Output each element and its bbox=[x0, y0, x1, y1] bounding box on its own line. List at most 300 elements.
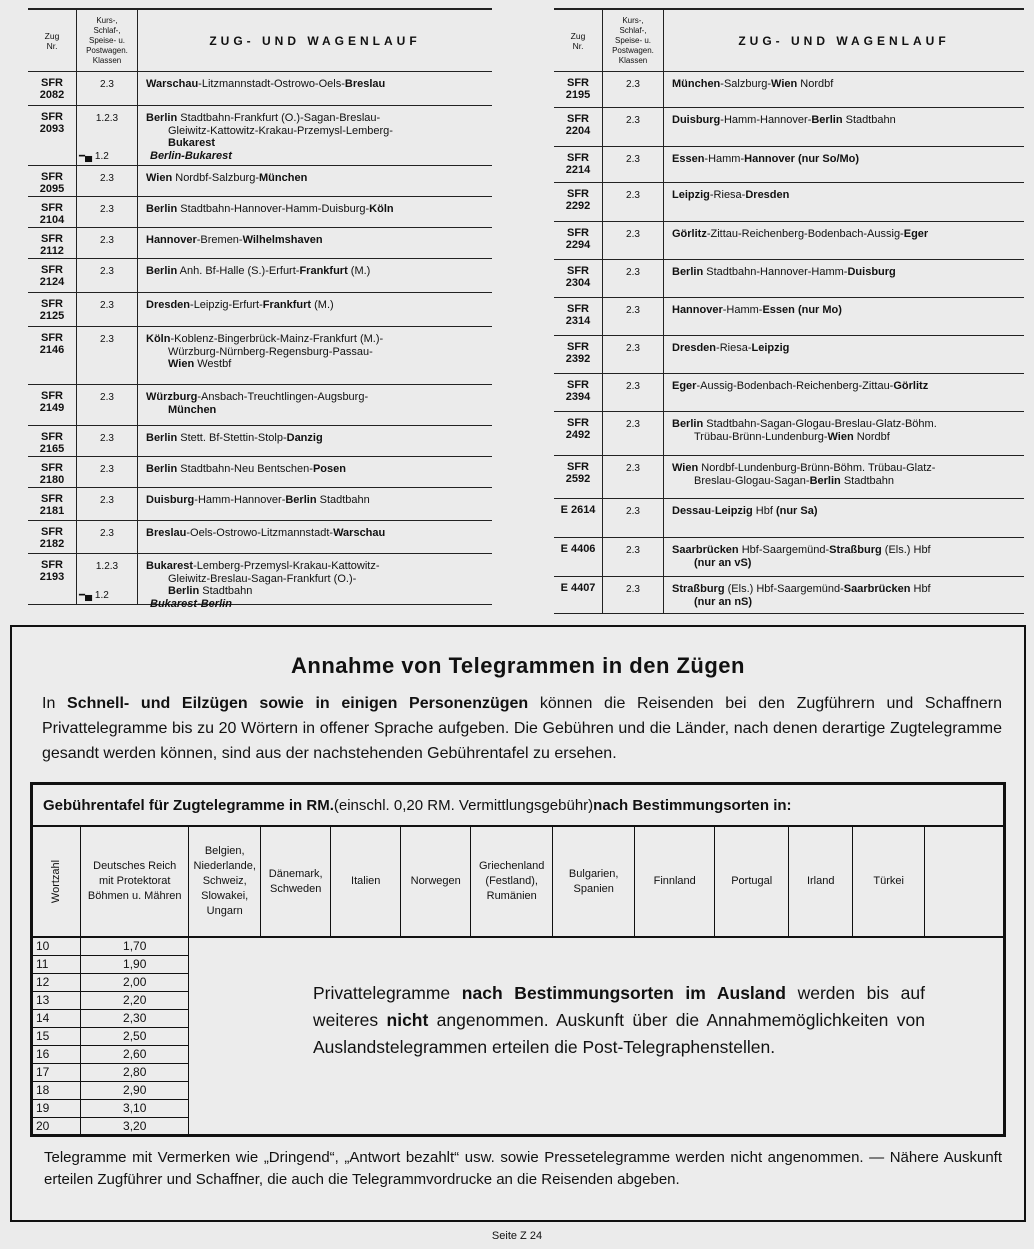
route-station-bold: Breslau bbox=[344, 78, 386, 90]
train-number: SFR 2195 bbox=[565, 77, 591, 101]
route-station-bold: Essen bbox=[672, 153, 705, 165]
fee-value-germany: 2,30 bbox=[81, 1009, 189, 1027]
country-column-header bbox=[925, 827, 1003, 937]
train-number: SFR 2394 bbox=[565, 379, 591, 403]
route-station-bold: Duisburg bbox=[847, 266, 896, 278]
country-column-header: Dänemark, Schweden bbox=[261, 827, 331, 937]
train-classes bbox=[602, 222, 664, 259]
train-row bbox=[28, 259, 492, 293]
route-line bbox=[672, 114, 1024, 127]
fee-value-germany: 2,20 bbox=[81, 991, 189, 1009]
right-table-header bbox=[554, 8, 1024, 72]
train-row bbox=[554, 412, 1024, 456]
left-schedule-column bbox=[28, 8, 492, 610]
route-segment: -Oels-Ostrowo-Litzmannstadt- bbox=[186, 527, 334, 539]
train-route bbox=[138, 521, 492, 553]
route-station-bold: Essen bbox=[762, 304, 795, 316]
train-route bbox=[664, 183, 1024, 221]
route-segment: -Hamm-Hannover- bbox=[194, 494, 286, 506]
train-classes bbox=[602, 298, 664, 335]
fee-value-germany: 2,80 bbox=[81, 1063, 189, 1081]
classes-value: 2.3 bbox=[100, 266, 114, 277]
classes-value: 2.3 bbox=[626, 584, 640, 595]
route-segment: - bbox=[711, 505, 715, 517]
route-station-bold: Eger bbox=[672, 380, 697, 392]
route-line bbox=[672, 342, 1024, 355]
route-line bbox=[146, 78, 492, 91]
train-route bbox=[138, 327, 492, 384]
route-line bbox=[672, 462, 1024, 475]
train-route bbox=[664, 577, 1024, 613]
train-row bbox=[28, 197, 492, 228]
train-row bbox=[554, 538, 1024, 577]
classes-value: 2.3 bbox=[100, 464, 114, 475]
sleeper-classes: 1.2 bbox=[94, 590, 109, 601]
train-route bbox=[138, 72, 492, 105]
train-route bbox=[664, 538, 1024, 576]
train-classes bbox=[76, 259, 138, 292]
train-number: SFR 2204 bbox=[565, 113, 591, 137]
route-station-bold: Berlin bbox=[809, 474, 841, 487]
train-row bbox=[28, 457, 492, 488]
train-classes bbox=[602, 374, 664, 411]
train-row bbox=[28, 488, 492, 521]
route-segment: Stadtbahn bbox=[199, 585, 253, 597]
route-segment: (M.) bbox=[347, 265, 371, 277]
route-line bbox=[672, 304, 1024, 317]
left-rows bbox=[28, 72, 492, 610]
route-station-bold: Berlin bbox=[672, 266, 704, 278]
fee-value-germany: 3,10 bbox=[81, 1099, 189, 1117]
country-column-header: Portugal bbox=[715, 827, 789, 937]
route-station-bold: Saarbrücken bbox=[672, 544, 739, 556]
train-route bbox=[138, 259, 492, 292]
train-row bbox=[28, 72, 492, 106]
fee-row bbox=[33, 1063, 1003, 1081]
fee-table-header-row bbox=[33, 827, 1003, 937]
route-line bbox=[146, 560, 492, 573]
train-classes bbox=[76, 228, 138, 258]
route-station-bold: Wien bbox=[146, 172, 173, 184]
classes-value: 2.3 bbox=[100, 433, 114, 444]
route-segment: (Els.) Hbf bbox=[881, 544, 931, 556]
right-rows bbox=[554, 72, 1024, 614]
train-classes bbox=[602, 456, 664, 498]
page-number: Seite Z 24 bbox=[491, 1230, 543, 1242]
route-line bbox=[146, 527, 492, 540]
train-route bbox=[138, 197, 492, 227]
route-station-bold: Berlin bbox=[672, 418, 704, 430]
route-station-bold: Görlitz bbox=[893, 380, 929, 392]
classes-value: 2.3 bbox=[626, 229, 640, 240]
train-row bbox=[28, 166, 492, 197]
empty-cells bbox=[189, 937, 1003, 955]
train-route bbox=[138, 385, 492, 425]
train-classes bbox=[602, 577, 664, 613]
empty-cells bbox=[189, 955, 1003, 973]
train-row bbox=[28, 426, 492, 457]
route-segment: Stadtbahn-Hannover-Hamm- bbox=[703, 266, 848, 278]
route-station-bold: Warschau bbox=[146, 78, 199, 90]
route-line bbox=[146, 203, 492, 216]
route-segment: Nordbf bbox=[853, 430, 890, 443]
route-line bbox=[672, 583, 1024, 596]
fee-value-germany: 2,00 bbox=[81, 973, 189, 991]
route-segment: Würzburg-Nürnberg-Regensburg-Passau- bbox=[168, 345, 373, 358]
route-line bbox=[672, 557, 1024, 570]
route-segment: -Salzburg- bbox=[720, 78, 772, 90]
route-station-bold: Leipzig bbox=[751, 342, 790, 354]
country-column-header: Belgien, Niederlande, Schweiz, Slowakei, Ungarn bbox=[189, 827, 261, 937]
telegram-notice-box bbox=[10, 625, 1026, 1222]
route-station-bold: Warschau bbox=[333, 527, 386, 539]
route-segment: Trübau-Brünn-Lundenburg- bbox=[694, 430, 828, 443]
train-classes bbox=[602, 72, 664, 107]
fee-title-dest: nach Bestimmungsorten in: bbox=[593, 796, 792, 814]
route-line bbox=[146, 265, 492, 278]
train-number: SFR 2165 bbox=[39, 431, 65, 455]
route-segment: -Hamm-Hannover- bbox=[720, 114, 812, 126]
route-segment: Stadtbahn-Sagan-Glogau-Breslau-Glatz-Böhm. bbox=[703, 418, 937, 430]
train-number: E 4407 bbox=[560, 582, 596, 594]
route-segment: (M.) bbox=[311, 299, 334, 311]
train-number: E 2614 bbox=[560, 504, 596, 516]
train-classes bbox=[602, 183, 664, 221]
route-line bbox=[672, 78, 1024, 91]
route-station-bold: Bukarest bbox=[146, 560, 194, 572]
route-station-bold: Hannover bbox=[146, 234, 197, 246]
route-line bbox=[146, 125, 492, 138]
route-segment: Westbf bbox=[194, 358, 232, 370]
wortzahl-label: Wortzahl bbox=[50, 859, 63, 904]
route-station-bold: (nur Mo) bbox=[794, 304, 842, 316]
train-number: SFR 2181 bbox=[39, 493, 65, 517]
route-line bbox=[146, 172, 492, 185]
route-line bbox=[672, 418, 1024, 431]
fee-row bbox=[33, 937, 1003, 955]
route-station-bold: Dresden bbox=[672, 342, 717, 354]
train-number: SFR 2180 bbox=[39, 462, 65, 486]
train-row bbox=[554, 183, 1024, 222]
country-column-header: Italien bbox=[331, 827, 401, 937]
train-classes bbox=[76, 72, 138, 105]
route-station-bold: (nur So/Mo) bbox=[794, 153, 860, 165]
train-number: SFR 2082 bbox=[39, 77, 65, 101]
train-route bbox=[138, 106, 492, 165]
route-segment: -Riesa- bbox=[709, 189, 746, 201]
country-column-header: Norwegen bbox=[401, 827, 471, 937]
route-segment: -Riesa- bbox=[716, 342, 752, 354]
train-route bbox=[138, 488, 492, 520]
route-segment: (Els.) Hbf-Saargemünd- bbox=[724, 583, 844, 595]
train-route bbox=[664, 499, 1024, 537]
fee-title-normal: (einschl. 0,20 RM. Vermittlungsgebühr) bbox=[333, 796, 594, 814]
route-station-bold: Berlin bbox=[168, 585, 200, 597]
route-line bbox=[672, 189, 1024, 202]
classes-value: 2.3 bbox=[100, 495, 114, 506]
route-segment: -Litzmannstadt-Ostrowo-Oels- bbox=[198, 78, 345, 90]
classes-value: 2.3 bbox=[626, 419, 640, 430]
train-row bbox=[28, 293, 492, 327]
route-line bbox=[146, 585, 492, 598]
train-classes bbox=[76, 488, 138, 520]
train-classes bbox=[76, 457, 138, 487]
route-line bbox=[146, 573, 492, 586]
notice-bold-1: nach Bestimmungsorten im Ausland bbox=[461, 983, 786, 1003]
route-segment: Stadtbahn bbox=[842, 114, 896, 126]
train-number: SFR 2104 bbox=[39, 202, 65, 226]
route-segment: -Zittau-Reichenberg-Bodenbach-Aussig- bbox=[706, 228, 904, 240]
train-route bbox=[664, 374, 1024, 411]
train-number: SFR 2214 bbox=[565, 152, 591, 176]
route-segment: Stadtbahn-Neu Bentschen- bbox=[177, 463, 313, 475]
fee-table-box bbox=[30, 782, 1006, 1137]
train-route bbox=[664, 72, 1024, 107]
fee-value-germany: 2,50 bbox=[81, 1027, 189, 1045]
route-station-bold: (nur an nS) bbox=[694, 595, 753, 608]
route-station-bold: Straßburg bbox=[829, 544, 882, 556]
classes-value: 1.2.3 bbox=[95, 561, 119, 572]
sleeper-route-note: Bukarest-Berlin bbox=[150, 597, 232, 610]
train-row bbox=[554, 108, 1024, 147]
route-station-bold: Straßburg bbox=[672, 583, 725, 595]
train-row bbox=[554, 577, 1024, 614]
route-station-bold: Frankfurt bbox=[299, 265, 348, 277]
sleeper-classes: 1.2 bbox=[94, 151, 109, 162]
fee-row bbox=[33, 955, 1003, 973]
fee-row bbox=[33, 1099, 1003, 1117]
sleeper-route-note: Berlin-Bukarest bbox=[150, 149, 232, 162]
classes-value: 2.3 bbox=[626, 506, 640, 517]
route-station-bold: Frankfurt bbox=[262, 299, 312, 311]
classes-value: 2.3 bbox=[626, 267, 640, 278]
route-line bbox=[146, 299, 492, 312]
route-station-bold: Duisburg bbox=[672, 114, 721, 126]
train-row bbox=[554, 456, 1024, 499]
train-number: SFR 2182 bbox=[39, 526, 65, 550]
route-line bbox=[146, 432, 492, 445]
train-row bbox=[28, 327, 492, 385]
route-line bbox=[672, 228, 1024, 241]
train-classes bbox=[602, 499, 664, 537]
route-line bbox=[146, 333, 492, 346]
classes-value: 2.3 bbox=[100, 334, 114, 345]
train-classes bbox=[76, 293, 138, 326]
route-line bbox=[146, 137, 492, 150]
fee-value-germany: 1,90 bbox=[81, 955, 189, 973]
route-segment: Breslau-Glogau-Sagan- bbox=[694, 474, 810, 487]
word-count: 15 bbox=[33, 1027, 81, 1045]
route-line bbox=[672, 266, 1024, 279]
word-count: 13 bbox=[33, 991, 81, 1009]
country-column-header: Bulgarien, Spanien bbox=[553, 827, 635, 937]
route-line bbox=[672, 431, 1024, 444]
route-station-bold: Würzburg bbox=[146, 391, 198, 403]
train-number: SFR 2146 bbox=[39, 332, 65, 356]
route-line bbox=[672, 544, 1024, 557]
train-route bbox=[138, 228, 492, 258]
route-segment: Nordbf bbox=[797, 78, 834, 90]
train-row bbox=[28, 106, 492, 166]
telegram-outro: Telegramme mit Vermerken wie „Dringend“, „Antwort bezahlt“ usw. sowie Pressetelegramme werden nicht angenommen. — Nähere Auskunft erteilen Zugführer und Schaffner, die auch die Telegrammvordrucke an die Reisenden abgeben. bbox=[44, 1149, 1002, 1188]
train-number: E 4406 bbox=[560, 543, 596, 555]
header-wortzahl bbox=[33, 827, 81, 937]
classes-value: 2.3 bbox=[626, 154, 640, 165]
train-classes bbox=[76, 106, 138, 165]
header-zug-nr: Zug Nr. bbox=[570, 30, 586, 51]
left-table-header bbox=[28, 8, 492, 72]
route-segment: Hbf bbox=[910, 583, 931, 595]
train-route bbox=[664, 412, 1024, 455]
header-zug-nr: Zug Nr. bbox=[44, 30, 60, 51]
train-number: SFR 2112 bbox=[40, 233, 64, 257]
route-station-bold: Berlin bbox=[146, 203, 178, 215]
route-station-bold: Wien bbox=[771, 78, 798, 90]
route-station-bold: Dresden bbox=[146, 299, 191, 311]
classes-value: 2.3 bbox=[626, 343, 640, 354]
telegram-intro bbox=[42, 691, 1002, 766]
train-row bbox=[554, 260, 1024, 298]
route-line bbox=[672, 596, 1024, 609]
route-line bbox=[672, 475, 1024, 488]
route-segment: -Hamm- bbox=[704, 153, 745, 165]
train-classes bbox=[602, 108, 664, 146]
route-station-bold: Bukarest bbox=[168, 137, 216, 149]
train-number: SFR 2492 bbox=[565, 417, 591, 441]
route-station-bold: Wien bbox=[672, 462, 699, 474]
route-station-bold: Berlin bbox=[146, 112, 178, 124]
route-segment: Gleiwitz-Breslau-Sagan-Frankfurt (O.)- bbox=[168, 572, 357, 585]
route-segment: -Hamm- bbox=[722, 304, 763, 316]
route-line bbox=[146, 463, 492, 476]
fee-value-germany: 2,60 bbox=[81, 1045, 189, 1063]
route-line bbox=[146, 234, 492, 247]
intro-bold: Schnell- und Eilzügen sowie in einigen Personenzügen bbox=[67, 695, 529, 712]
train-row bbox=[28, 385, 492, 426]
fee-value-germany: 1,70 bbox=[81, 937, 189, 955]
route-station-bold: Leipzig bbox=[672, 189, 710, 201]
route-line bbox=[146, 494, 492, 507]
fee-value-germany: 3,20 bbox=[81, 1117, 189, 1135]
route-segment: Nordbf-Salzburg- bbox=[172, 172, 260, 184]
route-station-bold: (nur Sa) bbox=[775, 505, 818, 517]
classes-value: 2.3 bbox=[100, 300, 114, 311]
classes-value: 2.3 bbox=[626, 463, 640, 474]
train-number: SFR 2392 bbox=[565, 341, 591, 365]
train-row bbox=[554, 72, 1024, 108]
route-segment: -Aussig-Bodenbach-Reichenberg-Zittau- bbox=[696, 380, 894, 392]
train-route bbox=[664, 260, 1024, 297]
train-row bbox=[28, 554, 492, 610]
train-row bbox=[554, 222, 1024, 260]
train-classes bbox=[76, 426, 138, 456]
empty-cells bbox=[189, 1099, 1003, 1117]
route-station-bold: Wilhelmshaven bbox=[242, 234, 323, 246]
train-classes bbox=[76, 521, 138, 553]
country-column-header: Irland bbox=[789, 827, 853, 937]
empty-cells bbox=[189, 1117, 1003, 1135]
train-route bbox=[138, 457, 492, 487]
notice-text-1: Privattelegramme bbox=[313, 983, 462, 1003]
country-column-header: Deutsches Reich mit Protektorat Böhmen u. Mähren bbox=[81, 827, 189, 937]
classes-value: 1.2.3 bbox=[95, 113, 119, 124]
train-route bbox=[138, 293, 492, 326]
sleeper-car-icon: ━▄ 1.2 bbox=[79, 590, 109, 601]
word-count: 17 bbox=[33, 1063, 81, 1081]
header-klassen: Kurs-, Schlaf-, Speise- u. Postwagen. Klassen bbox=[76, 10, 138, 71]
train-number: SFR 2292 bbox=[565, 188, 591, 212]
route-station-bold: (nur an vS) bbox=[694, 556, 752, 569]
train-classes bbox=[602, 538, 664, 576]
classes-value: 2.3 bbox=[100, 173, 114, 184]
route-station-bold: Wien bbox=[168, 358, 195, 370]
train-row bbox=[28, 521, 492, 554]
classes-value: 2.3 bbox=[626, 79, 640, 90]
route-station-bold: München bbox=[168, 403, 217, 416]
telegram-title: Annahme von Telegrammen in den Zügen bbox=[291, 653, 745, 678]
train-number: SFR 2592 bbox=[565, 461, 591, 485]
route-segment: Stett. Bf-Stettin-Stolp- bbox=[177, 432, 287, 444]
word-count: 18 bbox=[33, 1081, 81, 1099]
route-segment: Anh. Bf-Halle (S.)-Erfurt- bbox=[177, 265, 300, 277]
country-column-header: Finnland bbox=[635, 827, 715, 937]
classes-value: 2.3 bbox=[100, 392, 114, 403]
route-station-bold: Berlin bbox=[146, 265, 178, 277]
route-station-bold: Duisburg bbox=[146, 494, 195, 506]
word-count: 10 bbox=[33, 937, 81, 955]
train-number: SFR 2304 bbox=[565, 265, 591, 289]
route-segment: Gleiwitz-Kattowitz-Krakau-Przemysl-Lemberg- bbox=[168, 124, 393, 137]
intro-prefix: In bbox=[42, 695, 68, 712]
route-station-bold: Dessau bbox=[672, 505, 712, 517]
intro-rest: können die Reisenden bei den Zugführern und Schaffnern Privattelegramme bis zu 20 Wörtern in offener Sprache aufgeben. Die Gebühren und die Länder, nach denen derartige Zugtelegramme gesandt werden können, sind aus der nachstehenden Gebührentafel zu ersehen. bbox=[42, 695, 1002, 762]
route-line bbox=[146, 358, 492, 371]
route-station-bold: Berlin bbox=[811, 114, 843, 126]
fee-table-title bbox=[33, 785, 1003, 827]
fee-row bbox=[33, 1081, 1003, 1099]
route-segment: Stadtbahn bbox=[316, 494, 370, 506]
word-count: 19 bbox=[33, 1099, 81, 1117]
route-segment: Stadtbahn-Frankfurt (O.)-Sagan-Breslau- bbox=[177, 112, 381, 124]
train-row bbox=[554, 499, 1024, 538]
classes-value: 2.3 bbox=[626, 381, 640, 392]
train-row bbox=[554, 336, 1024, 374]
route-station-bold: Saarbrücken bbox=[843, 583, 911, 595]
empty-cells bbox=[189, 1081, 1003, 1099]
train-number: SFR 2149 bbox=[39, 390, 65, 414]
right-schedule-column bbox=[554, 8, 1024, 614]
route-segment: Stadtbahn bbox=[840, 474, 894, 487]
route-station-bold: Breslau bbox=[146, 527, 187, 539]
route-segment: -Koblenz-Bingerbrück-Mainz-Frankfurt (M.)- bbox=[170, 333, 384, 345]
route-station-bold: Wien bbox=[827, 430, 854, 443]
classes-value: 2.3 bbox=[100, 79, 114, 90]
route-station-bold: Posen bbox=[312, 463, 346, 475]
country-column-header: Griechenland (Festland), Rumänien bbox=[471, 827, 553, 937]
notice-text-2: werden bis auf weiteres bbox=[313, 983, 925, 1030]
train-route bbox=[664, 298, 1024, 335]
classes-value: 2.3 bbox=[100, 235, 114, 246]
route-segment: -Bremen- bbox=[196, 234, 243, 246]
route-line bbox=[672, 505, 1024, 518]
empty-cells bbox=[189, 1063, 1003, 1081]
country-column-header: Türkei bbox=[853, 827, 925, 937]
route-line bbox=[672, 380, 1024, 393]
classes-value: 2.3 bbox=[100, 528, 114, 539]
route-segment: Hbf-Saargemünd- bbox=[738, 544, 830, 556]
word-count: 20 bbox=[33, 1117, 81, 1135]
train-number: SFR 2314 bbox=[565, 303, 591, 327]
